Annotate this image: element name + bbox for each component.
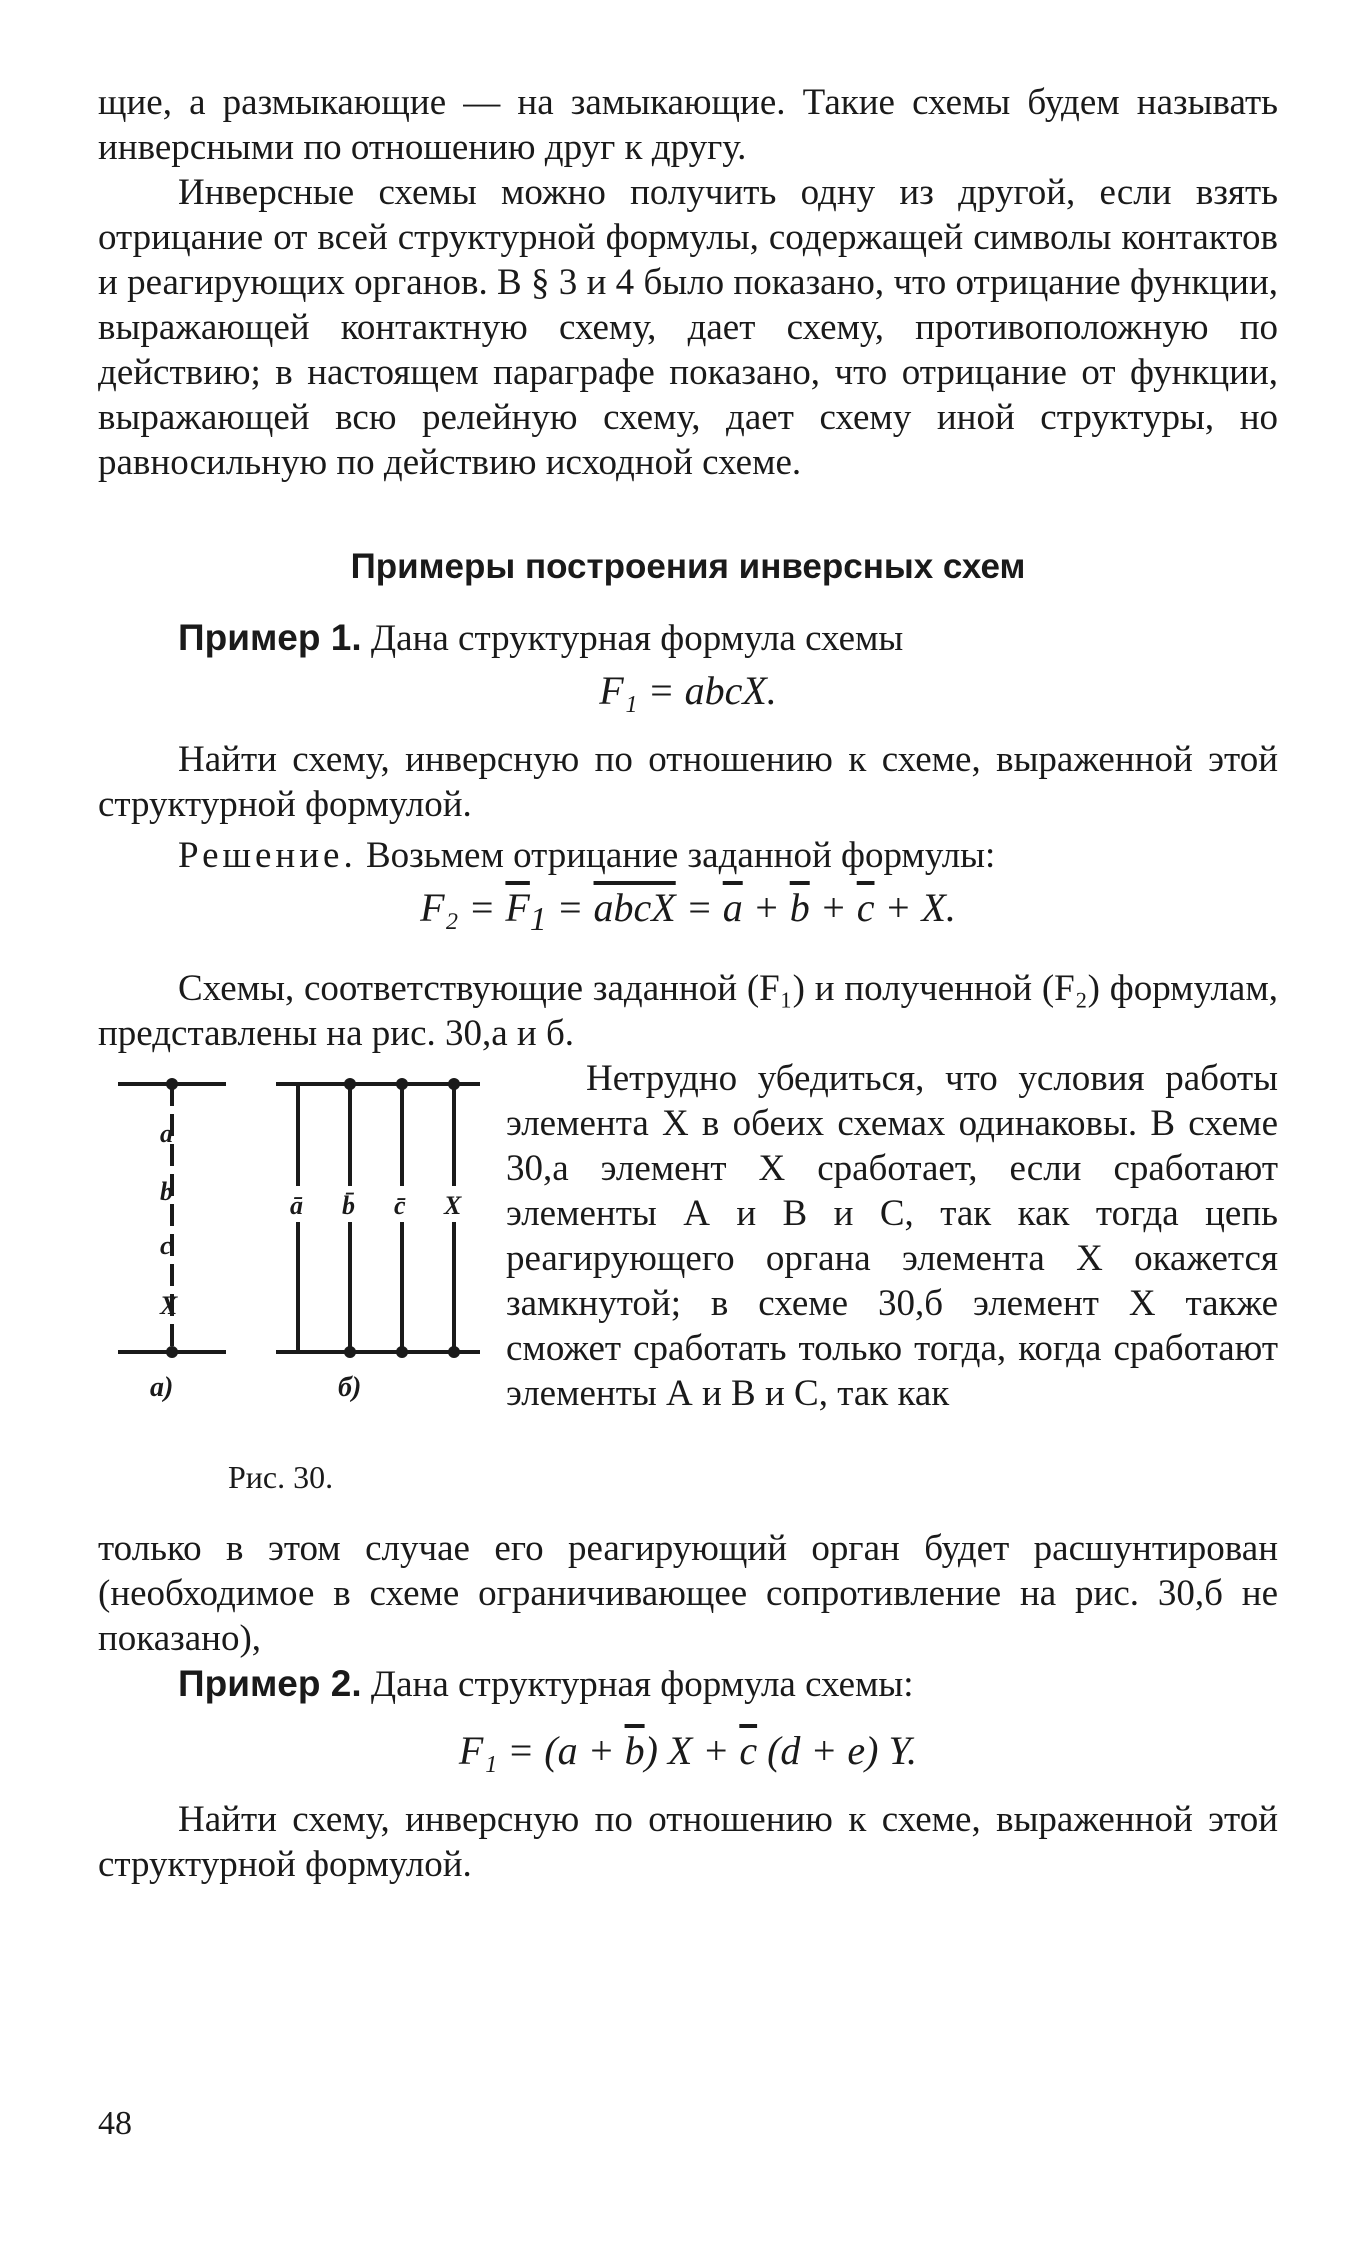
example-2-label: Пример 2. [178, 1663, 362, 1704]
paragraph-2: Инверсные схемы можно получить одну из другой, если взять отрицание от всей структурной формулы, содержащей символы контактов и реагирующих органов. В § 3 и 4 было показано, что отрицание функции, выражающей контактную схему, дает схему, противоположную по действию; в настоящем параграфе показано, что отрицание от функции, выражающей всю релейную схему, дает схему иной структуры, но равносильную по действию исходной схеме. [98, 172, 1278, 483]
f2-plus2: + [809, 885, 857, 930]
label-a-2: c [160, 1231, 172, 1260]
schemes-paragraph: Схемы, соответствующие заданной (F₁) и полученной (F₂) формулам, представлены на рис. 30,а и б. [98, 968, 1278, 1054]
label-b-1: b̄ [342, 1191, 355, 1220]
e2-mid: ) X + [644, 1728, 740, 1773]
caption-a: а) [150, 1372, 174, 1403]
example-2-text: Дана структурная формула схемы: [370, 1664, 914, 1705]
f2-neg-abcx: abcX [593, 885, 676, 930]
f2-c: $\overline{c}$ [856, 885, 875, 930]
e2-end: (d + e) Y. [757, 1728, 918, 1773]
figure-side-paragraph: Нетрудно убедиться, что условия работы элемента X в обеих схемах одинаковы. В схеме 30,а элемент X сработает, если сработают элементы А и В и С, так как тогда цепь реагирующего органа элемента X окажется замкнутой; в схеме 30,б элемент X также сможет сработать только тогда, когда сработают элементы А и В и С, так как [506, 1058, 1278, 1414]
figure-caption: Рис. 30. [228, 1459, 334, 1495]
f2-neg-f: $\overline{F}$ [505, 885, 530, 930]
e2-b: $\overline{b}$ [624, 1728, 645, 1773]
solution-line [98, 833, 1278, 878]
example-1-text: Дана структурная формула схемы [370, 618, 904, 659]
page-body [98, 80, 1278, 1887]
f2-eq2: = [675, 885, 723, 930]
paragraph-1: щие, а размыкающие — на замыкающие. Такие схемы будем называть инверсными по отношению друг к другу. [98, 82, 1278, 168]
figure-block [98, 1056, 1278, 1526]
example-1-task: Найти схему, инверсную по отношению к схеме, выраженной этой структурной формулой. [98, 739, 1278, 825]
label-a-1: b [160, 1177, 173, 1206]
label-b-0: ā [290, 1191, 303, 1220]
label-b-2: c̄ [394, 1191, 406, 1220]
example-1-label: Пример 1. [178, 617, 362, 658]
formula-example-2 [98, 1725, 1278, 1777]
e2-c: $\overline{c}$ [739, 1728, 758, 1773]
node-a-top [166, 1078, 178, 1090]
figure-side-text [506, 1056, 1278, 1416]
formula-f1: F₁ = abcX. [599, 668, 777, 713]
page-number: 48 [98, 2105, 132, 2142]
caption-b: б) [338, 1372, 362, 1403]
f2-lhs: F₂ = [420, 885, 506, 930]
section-heading: Примеры построения инверсных схем [350, 547, 1026, 586]
f2-b: $\overline{b}$ [789, 885, 810, 930]
label-b-3: X [444, 1191, 462, 1220]
formula-f2 [98, 882, 1278, 946]
example-1-intro [98, 615, 1278, 661]
f2-sub: 1 [529, 901, 547, 938]
continuation-paragraph: только в этом случае его реагирующий орган будет расшунтирован (необходимое в схеме ограничивающее сопротивление на рис. 30,б не показано), [98, 1528, 1278, 1659]
solution-label: Решение. [178, 835, 357, 876]
e2-start: F₁ = (a + [458, 1728, 625, 1773]
f2-a: $\overline{a}$ [722, 885, 743, 930]
f2-plus3: + X. [874, 885, 956, 930]
node-a-bottom [166, 1346, 178, 1358]
f2-plus1: + [742, 885, 790, 930]
figure-30 [98, 1056, 498, 1526]
label-a-0: a [160, 1119, 173, 1148]
label-a-3: X [160, 1291, 178, 1320]
example-2-intro [98, 1661, 1278, 1707]
example-2-task: Найти схему, инверсную по отношению к схеме, выраженной этой структурной формулой. [98, 1799, 1278, 1885]
solution-text: Возьмем отрицание заданной формулы: [365, 835, 996, 876]
f2-eq: = [546, 885, 594, 930]
